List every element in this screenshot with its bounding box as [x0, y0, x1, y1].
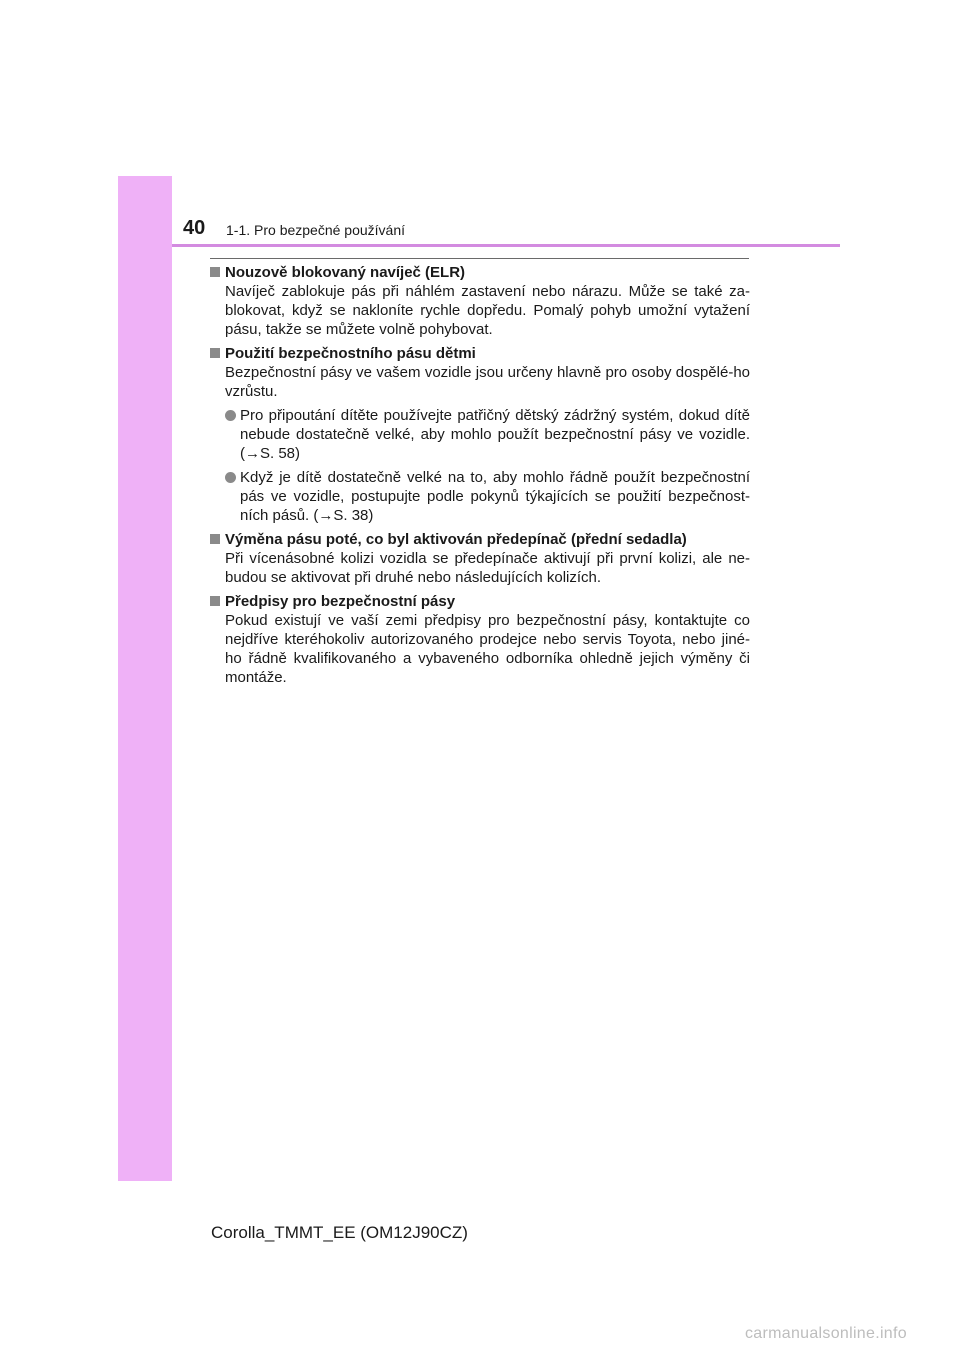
list-item — [225, 406, 750, 463]
list-item-text: Pro připoutání dítěte používejte patřičný dětský zádržný systém, dokud dítě nebude dostatečně velké, aby mohlo použít bezpečnostní pásy ve vozidle. (→S. 58) — [240, 407, 750, 462]
section-body: Navíječ zablokuje pás při náhlém zastavení nebo nárazu. Může se také za-blokovat, když se nakloníte rychle dopředu. Pomalý pohyb umožní vytažení pásu, takže se můžete volně pohybovat. — [225, 283, 750, 338]
section-body: Bezpečnostní pásy ve vašem vozidle jsou určeny hlavně pro osoby dospělé-ho vzrůstu. — [225, 364, 750, 400]
square-bullet-icon — [210, 534, 220, 544]
section-heading-text: Výměna pásu poté, co byl aktivován předepínač (přední sedadla) — [225, 531, 687, 548]
list-item-text: Když je dítě dostatečně velké na to, aby mohlo řádně použít bezpečnostní pás ve vozidle, postupujte podle pokynů týkajících se použití bezpečnost-ních pásů. (→S. 38) — [240, 469, 750, 524]
section-heading — [210, 263, 750, 282]
page-content — [210, 263, 750, 692]
square-bullet-icon — [210, 596, 220, 606]
header-divider — [172, 244, 840, 247]
circle-bullet-icon — [225, 410, 236, 421]
section-heading-text: Nouzově blokovaný navíječ (ELR) — [225, 264, 466, 281]
square-bullet-icon — [210, 348, 220, 358]
chapter-title: 1-1. Pro bezpečné používání — [226, 222, 406, 238]
section-heading — [210, 592, 750, 611]
section-heading — [210, 344, 750, 363]
list-item — [225, 468, 750, 525]
circle-bullet-icon — [225, 472, 236, 483]
page-number: 40 — [183, 217, 206, 239]
section-body: Pokud existují ve vaší zemi předpisy pro bezpečnostní pásy, kontaktujte co nejdříve kteréhokoliv autorizovaného prodejce nebo servis Toyota, nebo jiné-ho řádně kvalifikovaného a vybaveného odborníka ohledně jejich výměny či montáže. — [225, 612, 750, 686]
section-regulations — [210, 592, 750, 687]
content-top-divider — [210, 258, 749, 259]
bullet-list — [225, 406, 750, 525]
chapter-sidebar-tab — [118, 176, 172, 1181]
section-pretensioner — [210, 530, 750, 587]
footer-doc-id: Corolla_TMMT_EE (OM12J90CZ) — [211, 1223, 468, 1242]
section-body: Při vícenásobné kolizi vozidla se předepínače aktivují při první kolizi, ale ne-budou se aktivovat při druhé nebo následujících kolizích. — [225, 550, 750, 586]
section-heading-text: Použití bezpečnostního pásu dětmi — [225, 345, 476, 362]
section-elr — [210, 263, 750, 339]
section-children — [210, 344, 750, 525]
square-bullet-icon — [210, 267, 220, 277]
watermark-link[interactable]: carmanualsonline.info — [745, 1325, 907, 1342]
section-heading-text: Předpisy pro bezpečnostní pásy — [225, 593, 456, 610]
section-heading — [210, 530, 750, 549]
